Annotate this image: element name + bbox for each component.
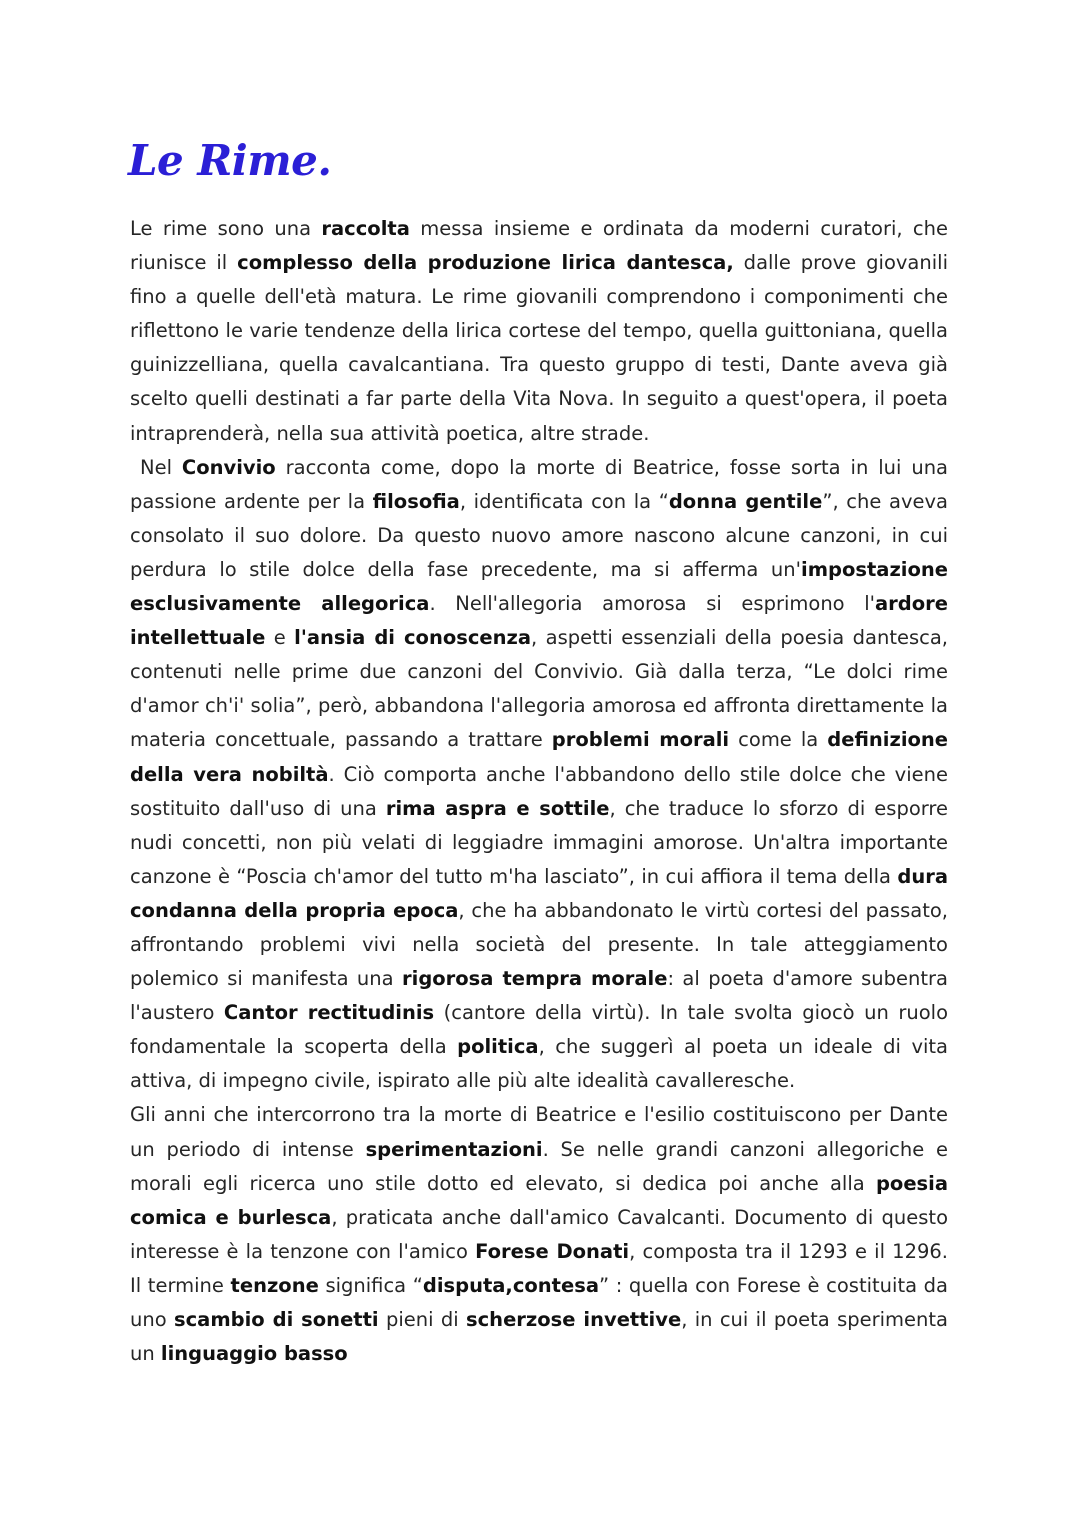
text-run: : al poeta d'amore subentra l'austero	[130, 967, 948, 1025]
bold-text: problemi morali	[551, 728, 730, 752]
text-run: , che suggerì al poeta un ideale di vita attiva, di impegno civile, ispirato alle più alte idealità cavalleresche.	[130, 1035, 948, 1093]
paragraph-2	[130, 451, 948, 1099]
text-run: racconta come, dopo la morte di Beatrice, fosse sorta in lui una passione ardente per la	[130, 455, 948, 513]
text-run: , identificata con la “	[459, 489, 669, 513]
bold-text: raccolta	[321, 217, 410, 240]
text-run: messa insieme e ordinata da moderni curatori, che riunisce il	[130, 217, 948, 275]
paragraph-3	[130, 1098, 948, 1371]
text-run: e	[265, 626, 295, 650]
page-title: Le Rime.	[128, 136, 332, 185]
text-run: , praticata anche dall'amico Cavalcanti. Documento di questo interesse è la tenzone con l'amico	[130, 1205, 949, 1263]
bold-text: scambio di sonetti	[174, 1308, 379, 1331]
document-body	[130, 212, 948, 1371]
text-run: , composta tra il 1293 e il 1296. Il termine	[130, 1239, 949, 1297]
bold-text: complesso della produzione lirica dantesca,	[237, 251, 734, 275]
text-run: ” : quella con Forese è costituita da uno	[130, 1273, 948, 1331]
bold-text: Forese Donati	[475, 1239, 630, 1263]
bold-text: linguaggio basso	[160, 1342, 348, 1366]
bold-text: sperimentazioni	[365, 1137, 543, 1161]
text-run: come la	[729, 728, 828, 752]
bold-text: poesia comica e burlesca	[130, 1171, 948, 1229]
text-run: Nel	[140, 455, 182, 479]
bold-text: rima aspra e sottile	[385, 796, 610, 820]
text-run: significa “	[318, 1273, 423, 1297]
text-run: , che traduce lo sforzo di esporre nudi concetti, non più velati di leggiadre immagini amorose. Un'altra importante canzone è “Poscia ch'amor del tutto m'ha lasciato”, in cui affiora il tema della	[130, 796, 949, 888]
bold-text: donna gentile	[668, 489, 823, 513]
bold-text: l'ansia di conoscenza	[294, 626, 532, 650]
text-run: pieni di	[378, 1308, 467, 1331]
bold-text: scherzose invettive	[466, 1308, 682, 1331]
bold-text: impostazione esclusivamente allegorica	[130, 557, 948, 616]
bold-text: definizione della vera nobiltà	[130, 728, 949, 786]
bold-text: Cantor rectitudinis	[223, 1001, 435, 1025]
bold-text: dura condanna della propria epoca	[130, 864, 948, 922]
text-run: ”, che aveva consolato il suo dolore. Da questo nuovo amore nascono alcune canzoni, in cui perdura lo stile dolce della fase precedente, ma si afferma un'	[130, 489, 948, 581]
text-run: , in cui il poeta sperimenta un	[130, 1308, 949, 1366]
text-run: Le rime sono una	[130, 217, 322, 240]
text-run: dalle prove giovanili fino a quelle dell'età matura. Le rime giovanili comprendono i componimenti che riflettono le varie tendenze della lirica cortese del tempo, quella guittoniana, quella guinizzelliana, quella cavalcantiana. Tra questo gruppo di testi, Dante aveva già scelto quelli destinati a far parte della Vita Nova. In seguito a quest'opera, il poeta intraprenderà, nella sua attività poetica, altre strade.	[130, 251, 948, 445]
paragraph-1	[130, 212, 948, 451]
text-run: . Ciò comporta anche l'abbandono dello stile dolce che viene sostituito dall'uso di una	[130, 762, 948, 820]
text-run: . Se nelle grandi canzoni allegoriche e morali egli ricerca uno stile dotto ed elevato, si dedica poi anche alla	[130, 1137, 948, 1195]
text-run: , che ha abbandonato le virtù cortesi del passato, affrontando problemi vivi nella società del presente. In tale atteggiamento polemico si manifesta una	[130, 898, 948, 991]
bold-text: disputa,contesa	[422, 1273, 599, 1297]
bold-text: rigorosa tempra morale	[402, 967, 668, 991]
bold-text: ardore intellettuale	[130, 592, 948, 650]
bold-text: Convivio	[181, 455, 276, 479]
bold-text: tenzone	[230, 1273, 319, 1297]
text-run: (cantore della virtù). In tale svolta giocò un ruolo fondamentale la scoperta della	[130, 1001, 948, 1059]
text-run: Gli anni che intercorrono tra la morte di Beatrice e l'esilio costituiscono per Dante un periodo di intense	[130, 1103, 948, 1161]
bold-text: filosofia	[372, 489, 460, 513]
bold-text: politica	[457, 1035, 539, 1059]
text-run: . Nell'allegoria amorosa si esprimono l'	[429, 592, 876, 616]
text-run: , aspetti essenziali della poesia dantesca, contenuti nelle prime due canzoni del Convivio. Già dalla terza, “Le dolci rime d'amor ch'i' solia”, però, abbandona l'allegoria amorosa ed affronta direttamente la materia concettuale, passando a trattare	[130, 626, 948, 752]
